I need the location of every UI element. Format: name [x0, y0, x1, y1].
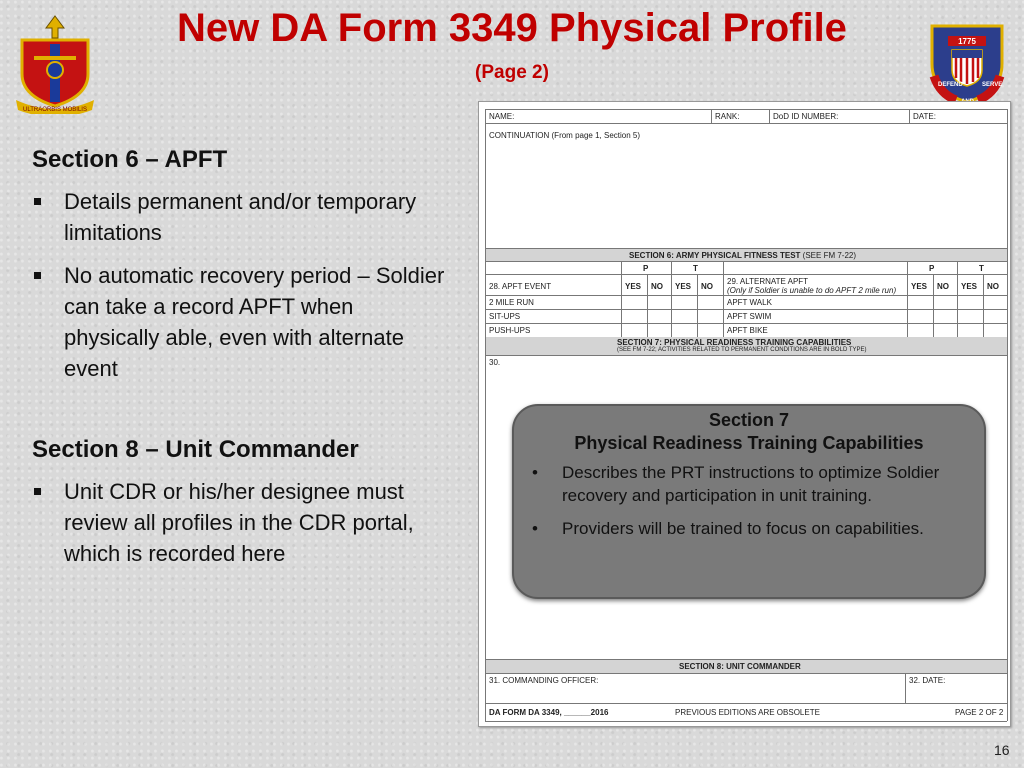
p-header: P: [643, 264, 649, 273]
yes-header: YES: [961, 282, 978, 291]
event-row-label: 2 MILE RUN: [489, 298, 534, 307]
rank-label: RANK:: [715, 112, 740, 121]
section7-title: SECTION 7: PHYSICAL READINESS TRAINING CAPABILITIES: [617, 338, 852, 347]
dod-id-label: DoD ID NUMBER:: [773, 112, 839, 121]
section8-title: SECTION 8: UNIT COMMANDER: [679, 662, 801, 671]
square-bullet-icon: [34, 488, 41, 495]
square-bullet-icon: [34, 272, 41, 279]
svg-text:DEFEND: DEFEND: [938, 82, 963, 88]
left-content: [32, 146, 452, 569]
callout-title: Section 7 Physical Readiness Training Capabilities: [574, 410, 924, 453]
date-label: DATE:: [913, 112, 936, 121]
no-header: NO: [937, 282, 949, 291]
commanding-officer-label: 31. COMMANDING OFFICER:: [489, 676, 599, 685]
section6-title: SECTION 6: ARMY PHYSICAL FITNESS TEST (SEE FM 7-22): [629, 251, 857, 260]
bullet-text: Unit CDR or his/her designee must review all profiles in the CDR portal, which is recorded here: [64, 479, 414, 566]
callout-bullet: [514, 517, 962, 540]
unit-crest-left-icon: [14, 14, 96, 114]
form-footer-previous: PREVIOUS EDITIONS ARE OBSOLETE: [675, 708, 820, 717]
no-header: NO: [701, 282, 713, 291]
apft-event-header: 28. APFT EVENT: [489, 282, 552, 291]
yes-header: YES: [675, 282, 692, 291]
alt-event-row-label: APFT WALK: [727, 298, 772, 307]
no-header: NO: [987, 282, 999, 291]
unit-crest-right-icon: [926, 20, 1008, 106]
slide-subtitle: (Page 2): [475, 62, 549, 83]
p-header: P: [929, 264, 935, 273]
form-footer-page: PAGE 2 OF 2: [955, 708, 1004, 717]
square-bullet-icon: [34, 198, 41, 205]
section8-heading: Section 8 – Unit Commander: [32, 436, 359, 463]
svg-text:SERVE: SERVE: [982, 82, 1003, 88]
alt-event-row-label: APFT SWIM: [727, 312, 772, 321]
name-label: NAME:: [489, 112, 515, 121]
bullet-item: [32, 260, 452, 384]
callout-bullet: [514, 461, 962, 507]
section7-callout: [512, 404, 986, 599]
no-header: NO: [651, 282, 663, 291]
section6-heading: Section 6 – APFT: [32, 146, 228, 173]
event-row-label: SIT-UPS: [489, 312, 521, 321]
date-32-label: 32. DATE:: [909, 676, 946, 685]
alternate-apft-note: (Only if Soldier is unable to do APFT 2 mile run): [727, 286, 897, 295]
field-30-label: 30.: [489, 358, 501, 367]
event-row-label: PUSH-UPS: [489, 326, 531, 335]
t-header: T: [979, 264, 984, 273]
slide-number: 16: [994, 742, 1010, 758]
yes-header: YES: [911, 282, 928, 291]
yes-header: YES: [625, 282, 642, 291]
alt-event-row-label: APFT BIKE: [727, 326, 768, 335]
alternate-apft-header: 29. ALTERNATE APFT: [727, 277, 809, 286]
bullet-item: [32, 476, 452, 569]
section7-subtitle: (SEE FM 7-22; ACTIVITIES RELATED TO PERMANENT CONDITIONS ARE IN BOLD TYPE): [617, 347, 867, 353]
continuation-label: CONTINUATION (From page 1, Section 5): [489, 131, 640, 140]
form-footer-number: DA FORM DA 3349, ______2016: [489, 708, 609, 717]
bullet-item: [32, 186, 452, 248]
bullet-dot-icon: •: [532, 463, 538, 482]
slide-title: New DA Form 3349 Physical Profile: [177, 6, 847, 50]
bullet-text: No automatic recovery period – Soldier can take a record APFT when physically able, even with alternate event: [64, 263, 445, 381]
bullet-text: Details permanent and/or temporary limitations: [64, 189, 417, 245]
t-header: T: [693, 264, 698, 273]
svg-text:ULTRAORBIS MOBILIS: ULTRAORBIS MOBILIS: [23, 107, 87, 113]
callout-bullet-text: Describes the PRT instructions to optimize Soldier recovery and participation in unit training.: [562, 463, 940, 505]
svg-text:1775: 1775: [958, 37, 976, 46]
callout-bullet-text: Providers will be trained to focus on capabilities.: [562, 519, 924, 538]
bullet-dot-icon: •: [532, 519, 538, 538]
